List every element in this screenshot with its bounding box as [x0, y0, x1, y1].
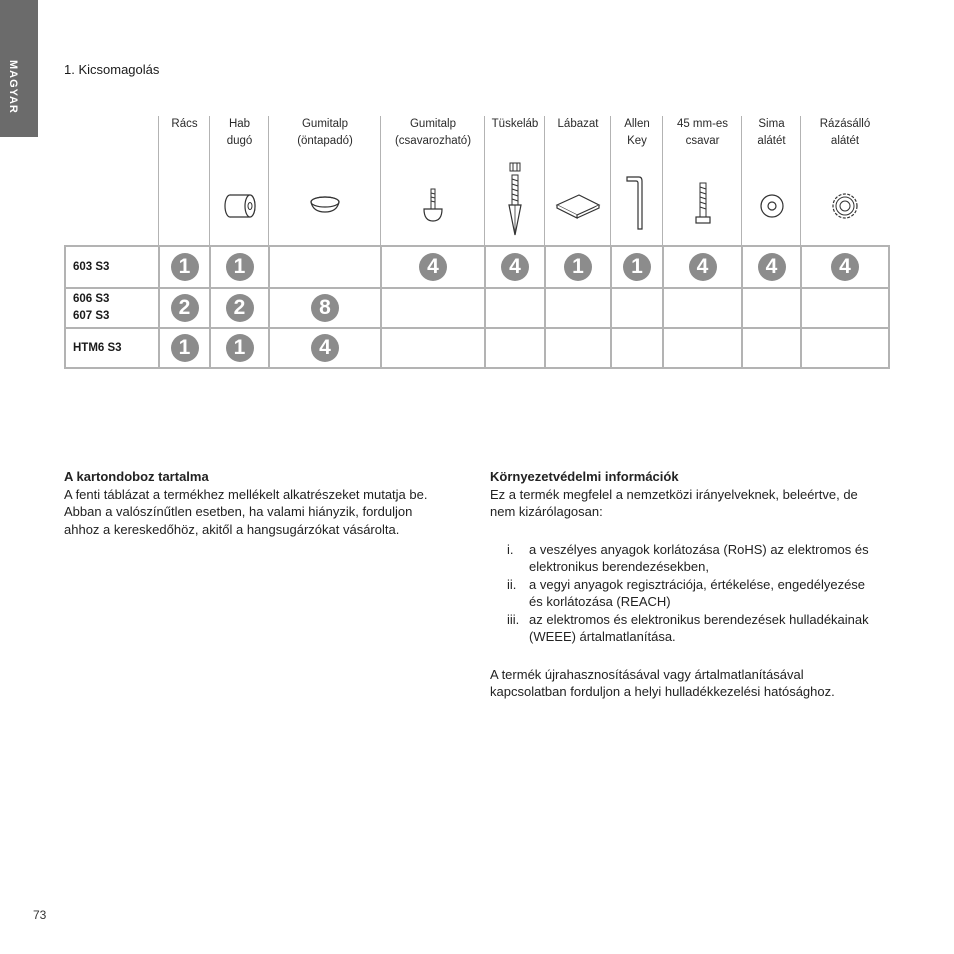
parts-table-header: [0, 116, 954, 246]
column-label: alátét: [757, 135, 786, 147]
column-label: Rács: [171, 118, 198, 130]
count-badge: 4: [501, 253, 529, 281]
column-label: Tüskeláb: [491, 118, 539, 130]
count-cell: [610, 329, 662, 367]
count-cell: [158, 247, 209, 287]
model-name: 607 S3: [73, 310, 110, 322]
count-cell: [741, 329, 800, 367]
carton-contents-section: [64, 468, 464, 538]
count-badge: 1: [623, 253, 651, 281]
list-item: [490, 576, 900, 611]
count-cell: [484, 289, 544, 327]
count-cell: [268, 289, 380, 327]
count-cell: [800, 289, 888, 327]
count-cell: [610, 247, 662, 287]
parts-table: [64, 245, 890, 369]
count-badge: 1: [171, 253, 199, 281]
foam-plug-icon: [210, 176, 269, 236]
list-item-text: elektronikus berendezésekben,: [529, 559, 709, 574]
column-header-allen-key: [610, 116, 663, 246]
directive-list: [490, 541, 900, 646]
section-title: 1. Kicsomagolás: [64, 62, 160, 77]
paragraph-line: Ez a termék megfelel a nemzetközi irányelveknek, beleértve, de: [490, 486, 858, 502]
table-row: [66, 289, 888, 327]
paragraph-line: ahhoz a kereskedőhöz, akitől a hangsugárzókat vásárolta.: [64, 521, 400, 537]
count-cell: [662, 329, 741, 367]
column-header-bolt: [662, 116, 742, 246]
column-label: dugó: [226, 135, 253, 147]
rubber-foot-screw-icon: [381, 176, 485, 236]
bolt-icon: [663, 168, 742, 238]
column-label: Allen: [624, 118, 650, 130]
column-label: csavar: [685, 135, 720, 147]
column-label: Lábazat: [557, 118, 599, 130]
count-cell: [209, 329, 268, 367]
list-item-text: és korlátozása (REACH): [529, 594, 671, 609]
column-label: (öntapadó): [297, 135, 353, 147]
environmental-info-section: [490, 468, 900, 701]
count-badge: 4: [758, 253, 786, 281]
list-item-text: az elektromos és elektronikus berendezések hulladékainak: [529, 611, 869, 627]
list-item-number: ii.: [507, 576, 517, 592]
count-cell: [544, 289, 610, 327]
count-cell: [800, 329, 888, 367]
count-badge: 1: [171, 334, 199, 362]
count-cell: [380, 247, 484, 287]
count-badge: 2: [171, 294, 199, 322]
count-cell: [800, 247, 888, 287]
count-cell: [268, 329, 380, 367]
language-tab-label: MAGYAR: [7, 60, 19, 114]
column-header-grille: [158, 116, 210, 246]
paragraph-line: A fenti táblázat a termékhez mellékelt alkatrészeket mutatja be.: [64, 486, 428, 502]
count-cell: [380, 329, 484, 367]
rubber-foot-adhesive-icon: [269, 176, 381, 236]
model-name: 606 S3: [73, 293, 110, 305]
count-cell: [158, 289, 209, 327]
column-label: alátét: [830, 135, 860, 147]
count-badge: 8: [311, 294, 339, 322]
count-cell: [544, 247, 610, 287]
count-badge: 1: [226, 334, 254, 362]
table-row: [66, 329, 888, 367]
list-item: [490, 611, 900, 646]
paragraph-line: Abban a valószínűtlen esetben, ha valami hiányzik, forduljon: [64, 504, 413, 519]
column-label: Sima: [758, 118, 785, 130]
count-cell: [268, 247, 380, 287]
column-header-foam-plug: [209, 116, 269, 246]
column-label: Hab: [228, 118, 251, 130]
column-header-base-pad: [544, 116, 611, 246]
list-item-number: i.: [507, 541, 514, 557]
environmental-info-heading: Környezetvédelmi információk: [490, 469, 679, 484]
column-label: Gumitalp: [301, 118, 349, 130]
column-header-lock-washer: [800, 116, 889, 246]
column-header-rubber-foot-screw: [380, 116, 485, 246]
list-item: [490, 541, 900, 576]
count-cell: [741, 289, 800, 327]
column-label: 45 mm-es: [676, 118, 729, 130]
row-model-label: [73, 329, 122, 367]
count-badge: 1: [226, 253, 254, 281]
list-item-text: (WEEE) ártalmatlanítása.: [529, 629, 676, 644]
column-header-rubber-foot-adhesive: [268, 116, 381, 246]
paragraph-line: nem kizárólagosan:: [490, 504, 603, 519]
column-header-flat-washer: [741, 116, 801, 246]
count-cell: [662, 289, 741, 327]
column-header-spike: [484, 116, 545, 246]
model-name: HTM6 S3: [73, 341, 122, 354]
paragraph-line: kapcsolatban forduljon a helyi hulladékkezelési hatósághoz.: [490, 684, 835, 699]
count-cell: [380, 289, 484, 327]
spike-icon: [485, 160, 545, 240]
count-cell: [662, 247, 741, 287]
column-label: Key: [627, 135, 647, 147]
count-cell: [610, 289, 662, 327]
column-label: Rázásálló: [819, 118, 871, 130]
count-cell: [544, 329, 610, 367]
count-cell: [741, 247, 800, 287]
column-label: (csavarozható): [394, 135, 472, 147]
count-cell: [209, 247, 268, 287]
model-name: 603 S3: [73, 260, 110, 273]
list-item-number: iii.: [507, 611, 520, 627]
count-cell: [484, 247, 544, 287]
count-badge: 2: [226, 294, 254, 322]
list-item-text: a veszélyes anyagok korlátozása (RoHS) az elektromos és: [529, 541, 869, 557]
carton-contents-heading: A kartondoboz tartalma: [64, 469, 209, 484]
page-number: 73: [33, 908, 47, 922]
count-badge: 4: [831, 253, 859, 281]
row-model-label: [73, 289, 109, 327]
paragraph-line: A termék újrahasznosításával vagy ártalmatlanításával: [490, 666, 804, 682]
base-pad-icon: [545, 176, 611, 236]
count-badge: 1: [564, 253, 592, 281]
table-row: [66, 247, 888, 287]
row-model-label: [73, 247, 109, 287]
count-badge: 4: [689, 253, 717, 281]
count-cell: [484, 329, 544, 367]
count-badge: 4: [419, 253, 447, 281]
flat-washer-icon: [742, 176, 801, 236]
list-item-text: a vegyi anyagok regisztrációja, értékelése, engedélyezése: [529, 576, 866, 592]
count-cell: [158, 329, 209, 367]
count-cell: [209, 289, 268, 327]
column-label: Gumitalp: [409, 118, 457, 130]
lock-washer-icon: [801, 176, 889, 236]
count-badge: 4: [311, 334, 339, 362]
allen-key-icon: [611, 168, 663, 238]
